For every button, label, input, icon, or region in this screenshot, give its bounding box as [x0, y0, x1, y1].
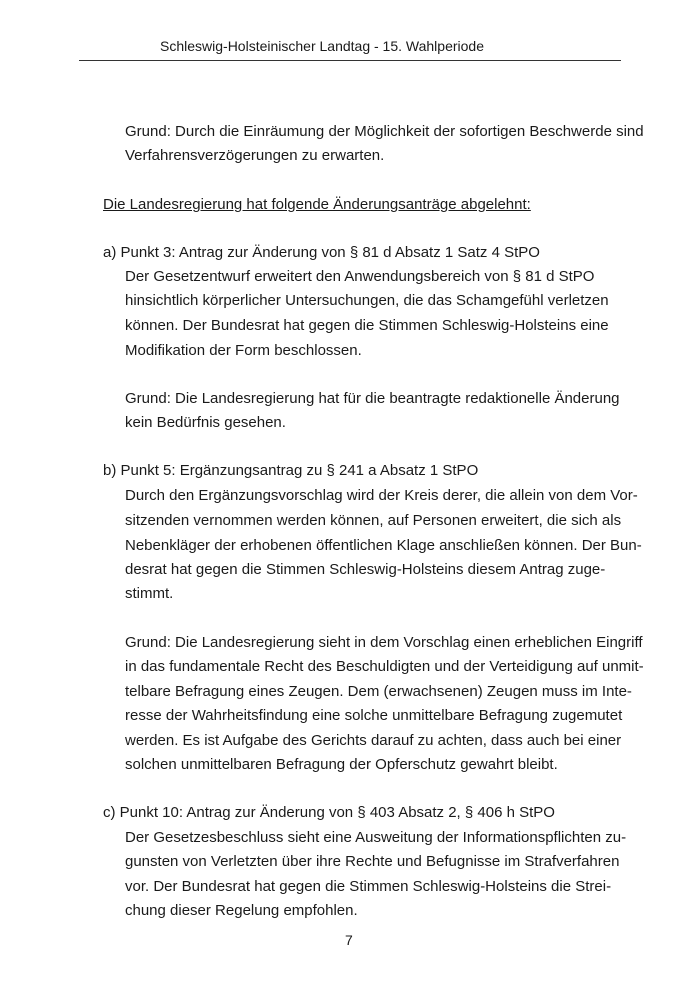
item-c-body-line: Der Gesetzesbeschluss sieht eine Ausweitung der Informationspflichten zu- [125, 829, 627, 846]
item-b-grund-line: solchen unmittelbaren Befragung der Opferschutz gewahrt bleibt. [125, 756, 558, 773]
item-c-body-line: gunsten von Verletzten über ihre Rechte und Befugnisse im Strafverfahren [125, 853, 620, 870]
intro-grund-line: Grund: Durch die Einräumung der Möglichkeit der sofortigen Beschwerde sind [125, 123, 644, 140]
item-a-title: a) Punkt 3: Antrag zur Änderung von § 81 d Absatz 1 Satz 4 StPO [103, 244, 540, 261]
item-a-grund-line: kein Bedürfnis gesehen. [125, 414, 286, 431]
page-header: Schleswig-Holsteinischer Landtag - 15. Wahlperiode [160, 38, 484, 54]
item-c-body-line: chung dieser Regelung empfohlen. [125, 902, 358, 919]
item-a-body-line: können. Der Bundesrat hat gegen die Stimmen Schleswig-Holsteins eine [125, 317, 609, 334]
item-a-grund-line: Grund: Die Landesregierung hat für die beantragte redaktionelle Änderung [125, 390, 620, 407]
item-c-body-line: vor. Der Bundesrat hat gegen die Stimmen Schleswig-Holsteins die Strei- [125, 878, 612, 895]
item-b-body-line: sitzenden vernommen werden können, auf Personen erweitert, die sich als [125, 512, 622, 529]
page-number: 7 [345, 932, 353, 948]
item-a-body-line: hinsichtlich körperlicher Untersuchungen, die das Schamgefühl verletzen [125, 292, 609, 309]
item-b-grund-line: Grund: Die Landesregierung sieht in dem Vorschlag einen erheblichen Eingriff [125, 634, 643, 651]
section-heading: Die Landesregierung hat folgende Änderungsanträge abgelehnt: [103, 196, 531, 213]
item-b-grund-line: in das fundamentale Recht des Beschuldigten und der Verteidigung auf unmit- [125, 658, 644, 675]
item-b-body-line: stimmt. [125, 585, 174, 602]
intro-grund-line: Verfahrensverzögerungen zu erwarten. [125, 147, 385, 164]
item-b-body-line: Durch den Ergänzungsvorschlag wird der Kreis derer, die allein von dem Vor- [125, 487, 638, 504]
item-b-body-line: Nebenkläger der erhobenen öffentlichen Klage anschließen können. Der Bun- [125, 537, 642, 554]
item-b-title: b) Punkt 5: Ergänzungsantrag zu § 241 a Absatz 1 StPO [103, 462, 479, 479]
item-b-grund-line: resse der Wahrheitsfindung eine solche unmittelbare Befragung zugemutet [125, 707, 623, 724]
item-c-title: c) Punkt 10: Antrag zur Änderung von § 403 Absatz 2, § 406 h StPO [103, 804, 555, 821]
item-a-body-line: Modifikation der Form beschlossen. [125, 342, 362, 359]
item-b-body-line: desrat hat gegen die Stimmen Schleswig-Holsteins diesem Antrag zuge- [125, 561, 606, 578]
item-b-grund-line: telbare Befragung eines Zeugen. Dem (erwachsenen) Zeugen muss im Inte- [125, 683, 632, 700]
item-b-grund-line: werden. Es ist Aufgabe des Gerichts darauf zu achten, dass auch bei einer [125, 732, 622, 749]
header-rule [79, 60, 621, 61]
item-a-body-line: Der Gesetzentwurf erweitert den Anwendungsbereich von § 81 d StPO [125, 268, 595, 285]
